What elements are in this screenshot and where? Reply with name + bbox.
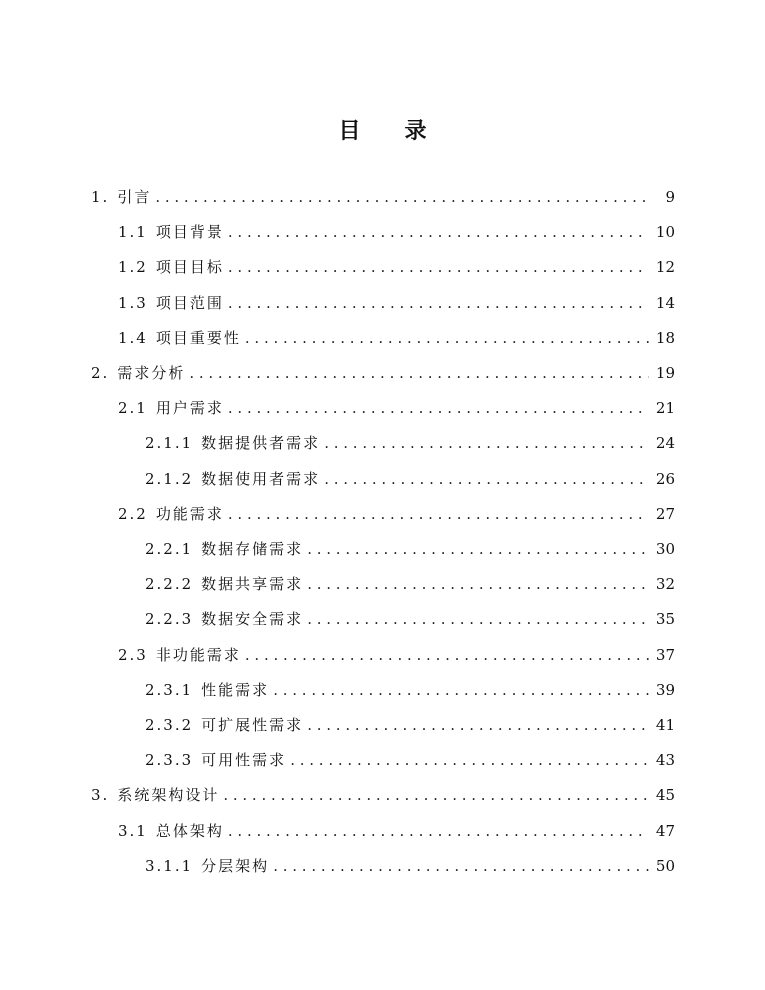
toc-entry[interactable] [91, 362, 675, 384]
toc-page-number: 12 [655, 258, 675, 277]
toc-entry-title: 项目范围 [155, 293, 224, 312]
toc-entry[interactable] [118, 221, 675, 243]
toc-entry-number: 2.3.2 [145, 716, 194, 734]
toc-entry[interactable] [145, 855, 675, 877]
toc-leader-dots [290, 751, 649, 769]
toc-leader-dots [228, 505, 649, 523]
toc-entry-number: 2.1.1 [145, 434, 194, 453]
toc-entry-number: 2.3.1 [145, 680, 194, 699]
toc-page-number: 26 [655, 469, 675, 488]
toc-leader-dots [228, 258, 649, 276]
toc-page-number: 14 [655, 293, 675, 312]
toc-entry[interactable] [118, 503, 675, 525]
toc-leader-dots [273, 857, 649, 875]
title-char: 目 [338, 119, 361, 144]
toc-entry-number: 2.2.3 [145, 610, 194, 629]
toc-entry-title: 总体架构 [155, 821, 224, 840]
toc-entry[interactable] [91, 186, 675, 208]
toc-entry-title: 功能需求 [155, 504, 224, 523]
toc-entry-title: 分层架构 [201, 856, 270, 875]
toc-entry[interactable] [145, 468, 675, 490]
toc-entry-number: 3. [91, 786, 110, 805]
toc-entry-number: 2.3 [118, 645, 148, 664]
toc-leader-dots [307, 540, 649, 558]
toc-entry-number: 2.1.2 [145, 469, 194, 488]
toc-page-number: 19 [655, 364, 675, 382]
toc-entry[interactable] [145, 679, 675, 701]
toc-entry-title: 数据安全需求 [201, 610, 304, 629]
toc-page-number: 47 [655, 821, 675, 840]
toc-page-number: 21 [655, 399, 675, 418]
toc-entry-title: 项目重要性 [155, 328, 241, 347]
toc-entry-number: 1.4 [118, 328, 148, 347]
toc-leader-dots [307, 716, 649, 734]
toc-leader-dots [245, 646, 649, 664]
toc-leader-dots [324, 434, 649, 452]
toc-entry-title: 非功能需求 [155, 645, 241, 664]
toc-entry-number: 1.2 [118, 258, 148, 277]
toc-leader-dots [228, 822, 649, 840]
toc-entry-number: 1.3 [118, 293, 148, 312]
toc-leader-dots [245, 329, 649, 347]
toc-entry-title: 性能需求 [201, 680, 270, 699]
toc-entry-number: 3.1 [118, 821, 148, 840]
toc-entry[interactable] [145, 608, 675, 630]
toc-page-number: 50 [655, 856, 675, 875]
toc-page-number: 39 [655, 680, 675, 699]
toc-leader-dots [228, 223, 649, 241]
toc-page-number: 27 [655, 504, 675, 523]
toc-entry[interactable] [145, 573, 675, 595]
toc-entry-title: 可扩展性需求 [201, 716, 304, 734]
toc-leader-dots [324, 470, 649, 488]
title-char: 录 [404, 119, 427, 144]
toc-leader-dots [228, 399, 649, 417]
toc-entry-number: 2. [91, 364, 110, 382]
toc-entry-number: 1. [91, 188, 110, 206]
toc-entry-title: 数据使用者需求 [201, 469, 321, 488]
toc-entry-title: 项目目标 [155, 258, 224, 277]
toc-page-number: 43 [655, 751, 675, 770]
toc-entry-title: 可用性需求 [201, 751, 287, 770]
toc-entry-title: 引言 [117, 188, 152, 206]
toc-entry[interactable] [118, 256, 675, 278]
toc-entry-number: 2.3.3 [145, 751, 194, 770]
toc-page-number: 45 [655, 786, 675, 805]
toc-entry-number: 2.2.1 [145, 540, 194, 558]
toc-entry-title: 数据共享需求 [201, 575, 304, 594]
toc-entry[interactable] [91, 784, 675, 806]
toc-entry-number: 1.1 [118, 223, 148, 242]
toc-entry[interactable] [145, 432, 675, 454]
toc-leader-dots [189, 364, 649, 382]
toc-leader-dots [223, 786, 649, 804]
toc-page-number: 35 [655, 610, 675, 629]
toc-entry[interactable] [145, 714, 675, 736]
toc-page-number: 24 [655, 434, 675, 453]
toc-leader-dots [307, 610, 649, 628]
toc-leader-dots [155, 188, 649, 206]
toc-entry-title: 系统架构设计 [117, 786, 220, 805]
page-title [0, 114, 765, 145]
toc-leader-dots [273, 681, 649, 699]
toc-entry[interactable] [118, 644, 675, 666]
toc-page-number: 9 [665, 188, 675, 206]
toc-entry[interactable] [118, 820, 675, 842]
toc-entry[interactable] [145, 749, 675, 771]
toc-entry-title: 数据提供者需求 [201, 434, 321, 453]
toc-entry-number: 2.2 [118, 504, 148, 523]
toc-entry-title: 用户需求 [155, 399, 224, 418]
toc-entry-number: 3.1.1 [145, 856, 194, 875]
toc-page-number: 30 [655, 540, 675, 558]
toc-entry-number: 2.2.2 [145, 575, 194, 594]
toc-entry-number: 2.1 [118, 399, 148, 418]
toc-entry[interactable] [118, 292, 675, 314]
toc-entry-title: 项目背景 [155, 223, 224, 242]
toc-page-number: 18 [655, 328, 675, 347]
toc-entry-title: 需求分析 [117, 364, 186, 382]
toc-entry[interactable] [118, 327, 675, 349]
toc-entry-title: 数据存储需求 [201, 540, 304, 558]
toc-leader-dots [228, 294, 649, 312]
toc-page-number: 10 [655, 223, 675, 242]
toc-page-number: 41 [655, 716, 675, 734]
toc-entry[interactable] [145, 538, 675, 560]
toc-leader-dots [307, 575, 649, 593]
toc-entry[interactable] [118, 397, 675, 419]
toc-page-number: 32 [655, 575, 675, 594]
toc-page-number: 37 [655, 645, 675, 664]
